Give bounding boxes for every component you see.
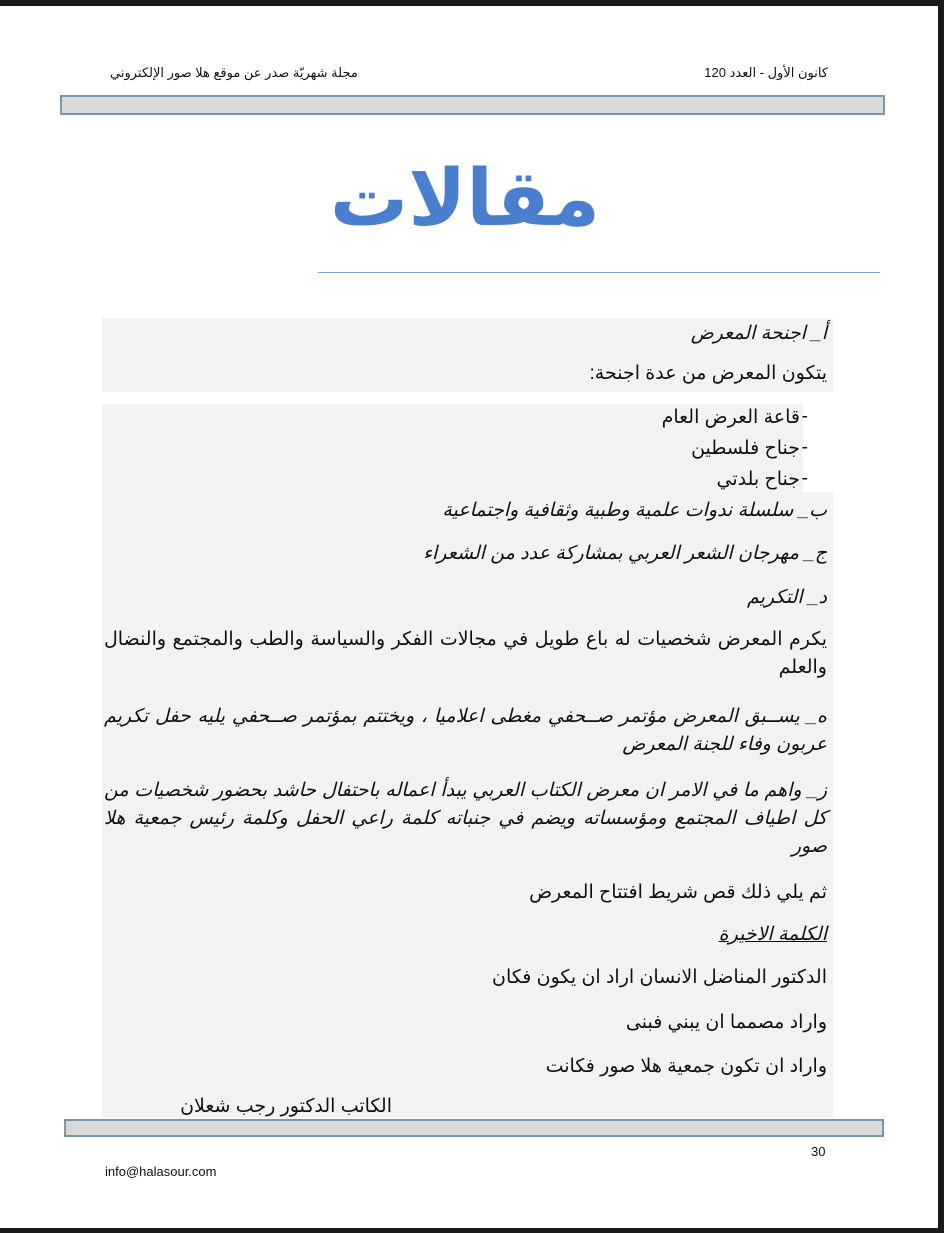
- section-z: ز_ واهم ما في الامر ان معرض الكتاب العربي يبدأ اعماله باحتفال حاشد بحضور شخصيات من كل اطياف المجتمع ومؤسساته ويضم في جنباته كلمة راعي الحفل وكلمة رئيس جمعية هلا صور: [104, 780, 827, 857]
- author-signature: الكاتب الدكتور رجب شعلان: [180, 1096, 392, 1117]
- final-heading: الكلمة الاخيرة: [718, 924, 827, 945]
- contact-email: info@halasour.com: [105, 1164, 217, 1179]
- section-e: ه_ يســبق المعرض مؤتمر صــحفي مغطى اعلاميا ، ويختتم بمؤتمر صــحفي يليه حفل تكريم عربون وفاء للجنة المعرض: [104, 706, 827, 755]
- list-item: جناح بلدتي: [716, 469, 800, 490]
- section-b: ب_ سلسلة ندوات علمية وطبية وثقافية واجتماعية: [442, 500, 827, 521]
- list-item: جناح فلسطين: [691, 438, 800, 459]
- page-number: 30: [811, 1144, 826, 1159]
- section-a-heading: أ_ اجنحة المعرض: [690, 323, 827, 344]
- section-d-text: يكرم المعرض شخصيات له باع طويل في مجالات الفكر والسياسة والطب والمجتمع والنضال والعلم: [104, 629, 827, 678]
- list-dash: -: [801, 406, 808, 427]
- final-line: واراد ان تكون جمعية هلا صور فكانت: [545, 1056, 827, 1077]
- issue-header: كانون الأول - العدد 120: [704, 65, 828, 80]
- final-line: واراد مصمما ان يبني فبنى: [625, 1012, 827, 1033]
- section-title: مقالات: [329, 154, 600, 244]
- list-dash: -: [801, 437, 808, 458]
- section-d-heading: د_ التكريم: [746, 587, 827, 608]
- list-item: قاعة العرض العام: [661, 407, 800, 428]
- document-page: [0, 6, 938, 1228]
- title-divider: [318, 272, 880, 273]
- header-bar: [60, 95, 885, 115]
- magazine-header: مجلة شهريّة صدر عن موقع هلا صور الإلكتروني: [110, 65, 358, 80]
- opening-line: ثم يلي ذلك قص شريط افتتاح المعرض: [529, 882, 827, 903]
- section-a-intro: يتكون المعرض من عدة اجنحة:: [589, 363, 827, 384]
- list-dash: -: [801, 468, 808, 489]
- section-c: ج_ مهرجان الشعر العربي بمشاركة عدد من الشعراء: [423, 543, 827, 564]
- footer-bar: [64, 1119, 884, 1137]
- final-line: الدكتور المناضل الانسان اراد ان يكون فكان: [492, 967, 827, 988]
